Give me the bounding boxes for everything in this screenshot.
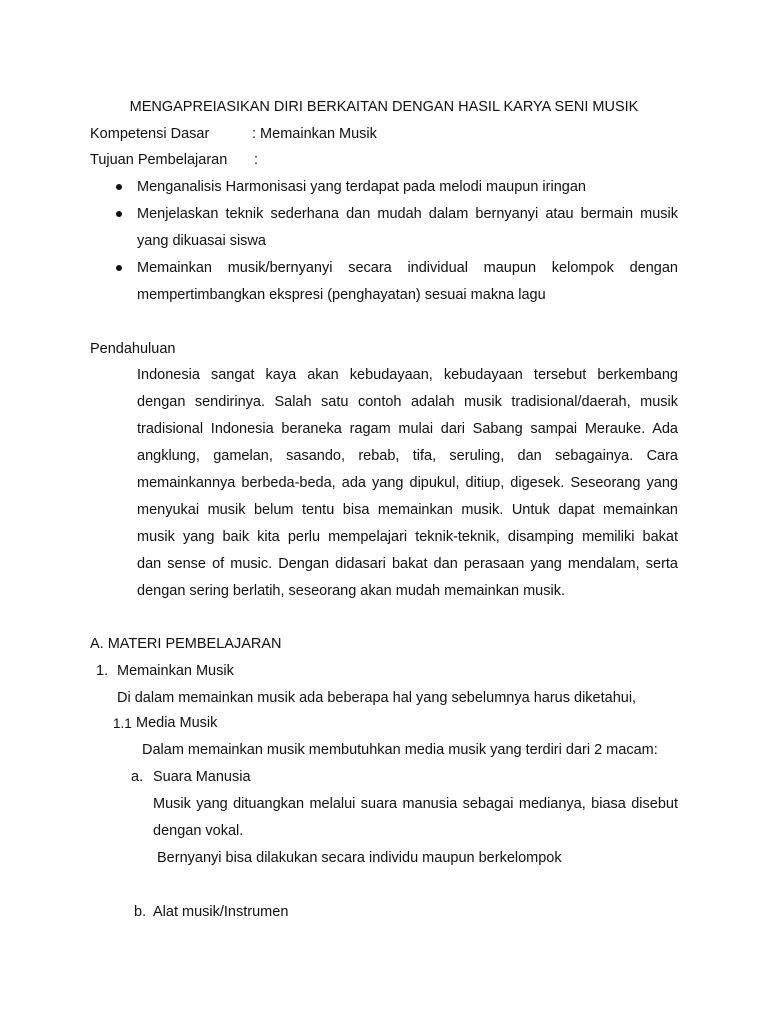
objective-3-line-1: Memainkan musik/bernyanyi secara individual maupun kelompok dengan [137,260,678,276]
item-b-title: Alat musik/Instrumen [153,904,289,920]
paragraph-line: angklung, gamelan, sasando, rebab, tifa, seruling, dan sebagainya. Cara [137,448,678,464]
paragraph-line: dengan sering berlatih, seseorang akan mudah memainkan musik. [137,583,565,599]
objective-2-line-2: yang dikuasai siswa [137,233,266,249]
item-a-line-1: Musik yang dituangkan melalui suara manusia sebagai medianya, biasa disebut [153,796,678,812]
section-1-1-title: Media Musik [136,715,218,731]
kompetensi-value: : Memainkan Musik [252,126,377,142]
tujuan-value: : [254,152,259,168]
bullet-icon [116,265,122,271]
bullet-icon [116,184,122,190]
objective-1: Menganalisis Harmonisasi yang terdapat pada melodi maupun iringan [137,179,586,195]
bullet-icon [116,211,122,217]
paragraph-line: dengan sendirinya. Salah satu contoh adalah musik tradisional/daerah, musik [137,394,678,410]
paragraph-line: dan sense of music. Dengan didasari bakat dan perasaan yang mendalam, serta [137,556,678,572]
section-1-title: Memainkan Musik [117,663,234,679]
pendahuluan-paragraph [137,362,678,605]
objective-2-line-1: Menjelaskan teknik sederhana dan mudah dalam bernyanyi atau bermain musik [137,206,678,222]
item-a-marker: a. [131,769,144,785]
item-a-title: Suara Manusia [153,769,251,785]
item-a-extra: Bernyanyi bisa dilakukan secara individu maupun berkelompok [157,850,562,866]
paragraph-line: menyukai musik belum tentu bisa memainkan musik. Untuk dapat memainkan [137,502,678,518]
paragraph-line: Indonesia sangat kaya akan kebudayaan, kebudayaan tersebut berkembang [137,367,678,383]
paragraph-line: tradisional Indonesia beraneka ragam mulai dari Sabang sampai Merauke. Ada [137,421,678,437]
section-1-number: 1. [96,663,109,679]
item-a-line-2: dengan vokal. [153,823,244,839]
kompetensi-label: Kompetensi Dasar [90,126,210,142]
item-b-marker: b. [134,904,147,920]
pendahuluan-heading: Pendahuluan [90,341,176,357]
materi-heading: A. MATERI PEMBELAJARAN [90,636,282,652]
section-1-1-number: 1.1 [113,716,132,731]
paragraph-line: musik yang baik kita perlu mempelajari teknik-teknik, disamping memiliki bakat [137,529,678,545]
media-intro: Dalam memainkan musik membutuhkan media musik yang terdiri dari 2 macam: [142,742,658,758]
document-title: MENGAPREIASIKAN DIRI BERKAITAN DENGAN HASIL KARYA SENI MUSIK [129,99,639,115]
section-1-intro: Di dalam memainkan musik ada beberapa hal yang sebelumnya harus diketahui, [117,690,637,706]
objective-3-line-2: mempertimbangkan ekspresi (penghayatan) sesuai makna lagu [137,287,546,303]
tujuan-label: Tujuan Pembelajaran [90,152,228,168]
paragraph-line: memainkannya berbeda-beda, ada yang dipukul, ditiup, digesek. Seseorang yang [137,475,678,491]
